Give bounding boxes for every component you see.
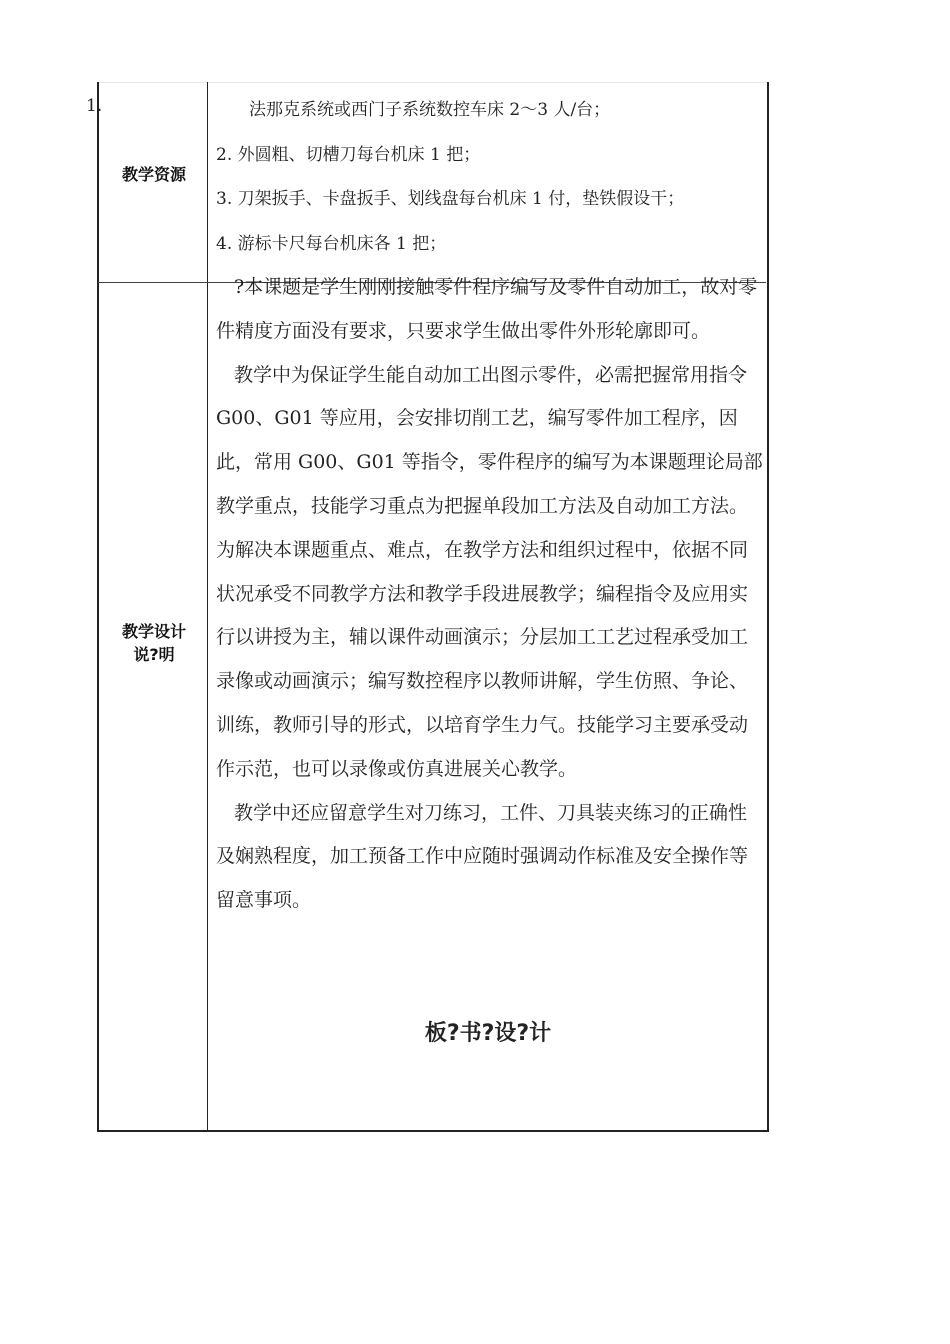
row-number: 1.	[86, 96, 103, 116]
resources-label: 教学资源	[121, 165, 186, 184]
design-paragraph-2: 教学中为保证学生能自动加工出图示零件，必需把握常用指令 G00、G01 等应用，会安排切削工艺，编写零件加工程序，因此，常用 G00、G01 等指令，零件程序的编写为本课题理论局部教学重点，技能学习重点为把握单段加工方法及自动加工方法。为解决本课题重点、难点，在教学方法和组织过程中，依据不同状况承受不同教学方法和教学手段进展教学；编程指令及应用实行以讲授为主，辅以课件动画演示；分层加工工艺过程承受加工录像或动画演示；编写数控程序以教师讲解，学生仿照、争论、训练，教师引导的形式，以培育学生力气。技能学习主要承受动作示范，也可以录像或仿真进展关心教学。	[216, 363, 763, 780]
resource-line-2: 2. 外圆粗、切槽刀每台机床 1 把；	[216, 145, 481, 165]
board-design-title: 板?书?设?计	[424, 1021, 552, 1046]
design-label-line-1: 教学设计	[121, 622, 186, 641]
resource-line-4: 4. 游标卡尺每台机床各 1 把；	[216, 234, 447, 254]
table-top-border	[98, 82, 768, 83]
table-bottom-border	[97, 1130, 769, 1132]
table-right-border	[767, 82, 769, 1132]
design-description	[216, 266, 764, 923]
design-paragraph-1: ?本课题是学生刚刚接触零件程序编写及零件自动加工，故对零件精度方面没有要求，只要求学生做出零件外形轮廓即可。	[216, 276, 758, 342]
table-column-divider	[207, 82, 208, 1132]
design-paragraph-3: 教学中还应留意学生对刀练习，工件、刀具装夹练习的正确性及娴熟程度，加工预备工作中应随时强调动作标准及安全操作等留意事项。	[216, 801, 749, 912]
resource-line-1: 法那克系统或西门子系统数控车床 2～3 人/台；	[249, 100, 611, 120]
table-left-border	[97, 82, 99, 1132]
design-label-line-2: 说?明	[133, 645, 175, 664]
resource-line-3: 3. 刀架扳手、卡盘扳手、划线盘每台机床 1 付，垫铁假设干；	[216, 189, 685, 209]
design-label	[100, 620, 208, 666]
